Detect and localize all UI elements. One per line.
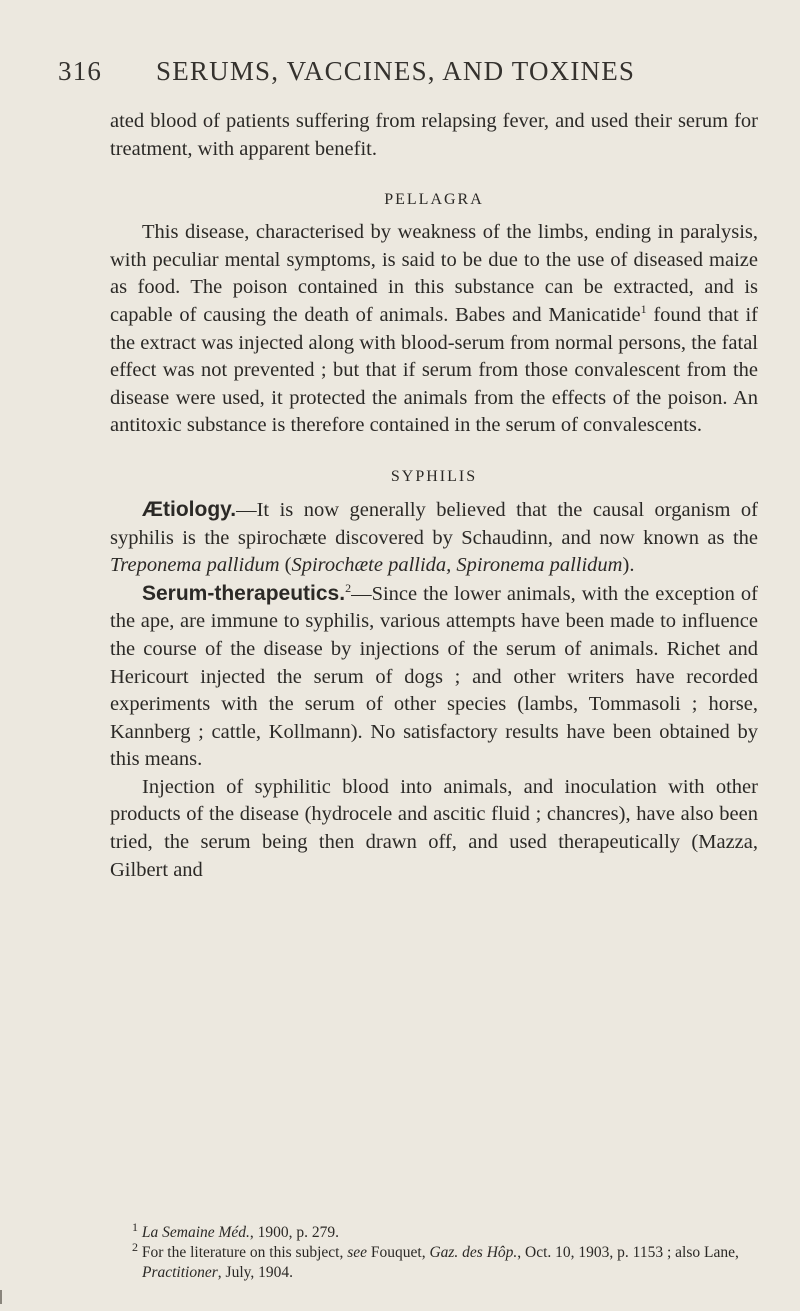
- footnotes: [110, 1219, 758, 1283]
- footnote-2-see: see: [347, 1244, 368, 1261]
- aetiology-species-name: Treponema pallidum: [110, 554, 280, 577]
- footnote-2-text-4: , July, 1904.: [217, 1264, 293, 1281]
- pellagra-text-b: found that if the extract was injected along with blood-serum from normal persons, the fatal effect was not prevented ; but that if serum from those convalescent from the disease were used, it protected the animals from the effects of the poison. An antitoxic substance is therefore contained in the serum of convalescents.: [110, 303, 758, 437]
- page-body: [110, 108, 758, 884]
- footnote-2-mark: 2: [132, 1239, 138, 1254]
- footnote-1-mark: 1: [132, 1219, 138, 1234]
- footnote-2: [110, 1239, 758, 1283]
- aetiology-text-1: —It is now generally believed that the causal organism of syphilis is the spirochæte discovered by Schaudinn, and now known as the: [110, 498, 758, 549]
- section-title-pellagra: PELLAGRA: [384, 191, 484, 209]
- injection-paragraph: Injection of syphilitic blood into animals, and inoculation with other products of the disease (hydrocele and ascitic fluid ; chancres), have also been tried, the serum being then drawn off, and used therapeutically (Mazza, Gilbert and: [110, 775, 758, 881]
- footnote-2-text-3: , Oct. 10, 1903, p. 1153 ; also Lane,: [517, 1244, 739, 1261]
- aetiology-text-2: (: [279, 554, 292, 577]
- intro-paragraph: ated blood of patients suffering from relapsing fever, and used their serum for treatment, with apparent benefit.: [110, 110, 758, 160]
- aetiology-synonyms: Spirochæte pallida, Spironema pallidum: [291, 554, 623, 577]
- section-title-syphilis: SYPHILIS: [390, 467, 478, 485]
- running-header: [58, 56, 758, 87]
- aetiology-heading: Ætiology.: [142, 497, 237, 521]
- footnote-2-journal: Gaz. des Hôp.: [429, 1244, 518, 1261]
- serum-therapeutics-text: —Since the lower animals, with the exception of the ape, are immune to syphilis, various attempts have been made to influence the course of the disease by injections of the serum of animals. Richet and Hericourt injected the serum of dogs ; and other writers have recorded experiments with the serum of other species (lambs, Tommasoli ; horse, Kannberg ; cattle, Kollmann). No satisfactory results have been obtained by this means.: [110, 582, 758, 771]
- footnote-1: [110, 1219, 758, 1243]
- aetiology-text-3: ).: [622, 554, 635, 577]
- running-title: SERUMS, VACCINES, AND TOXINES: [156, 56, 636, 86]
- pellagra-paragraph: [110, 219, 758, 440]
- serum-therapeutics-heading: Serum-therapeutics.: [142, 581, 346, 605]
- serum-therapeutics-paragraph: [110, 580, 758, 774]
- footnote-2-text-2: Fouquet,: [367, 1244, 430, 1261]
- footnote-ref-1[interactable]: 1: [640, 302, 647, 317]
- pellagra-text-a: This disease, characterised by weakness of the limbs, ending in paralysis, with peculiar mental symptoms, is said to be due to the use of diseased maize as food. The poison contained in this substance can be extracted, and is capable of causing the death of animals. Babes and Manicatide: [110, 221, 758, 326]
- page-number: 316: [58, 56, 103, 86]
- footnote-2-text-1: For the literature on this subject,: [141, 1244, 348, 1261]
- footnote-1-journal: La Semaine Méd.: [141, 1224, 250, 1241]
- aetiology-paragraph: [110, 496, 758, 580]
- footnote-2-practitioner: Practitioner: [142, 1264, 218, 1281]
- footnote-1-text: , 1900, p. 279.: [249, 1224, 340, 1241]
- page-edge-mark: [0, 1290, 2, 1304]
- footnote-ref-2[interactable]: 2: [345, 580, 352, 595]
